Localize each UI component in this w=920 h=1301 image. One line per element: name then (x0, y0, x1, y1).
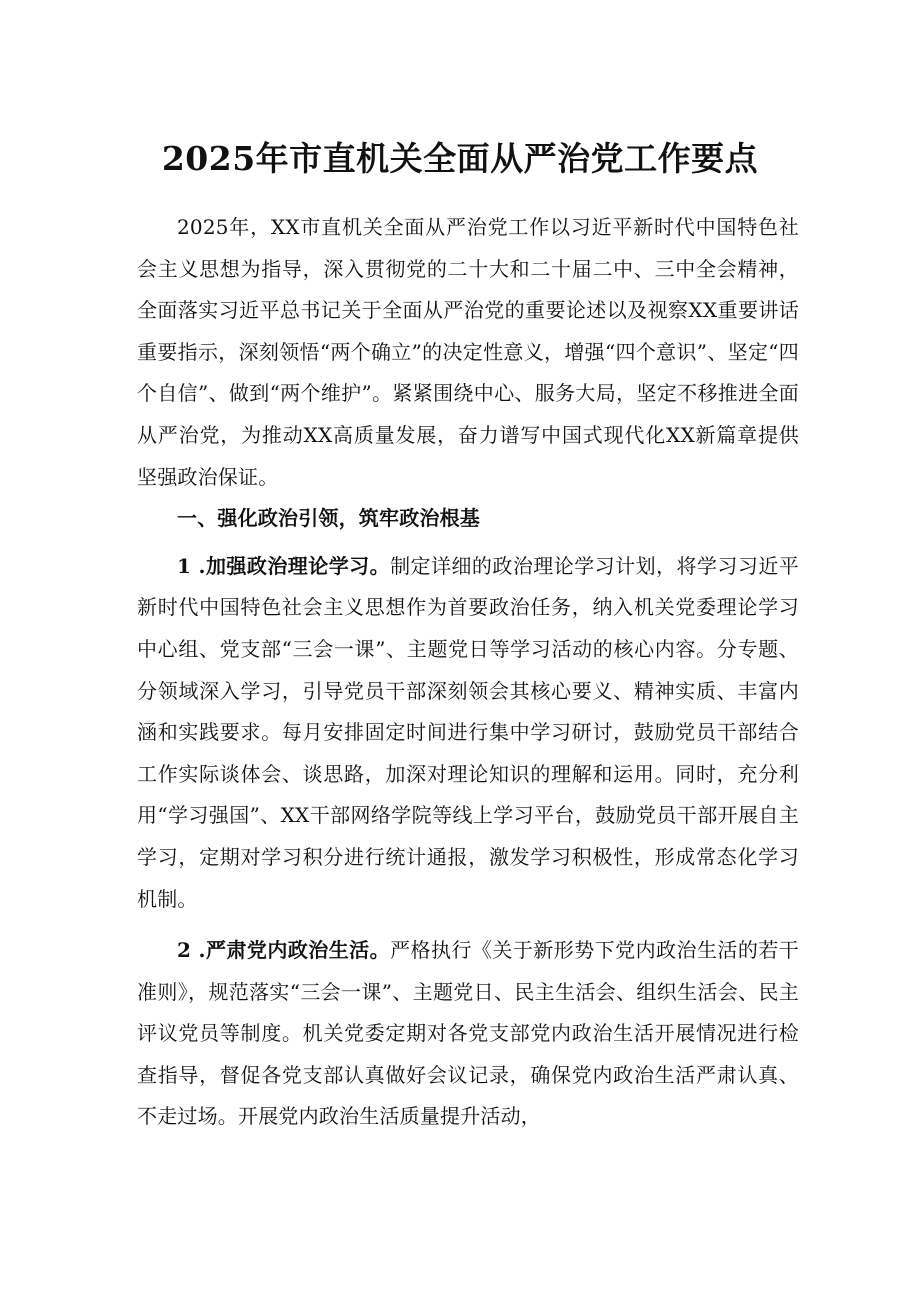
list-item (137, 930, 799, 1138)
section-heading: 一、强化政治引领，筑牢政治根基 (177, 506, 480, 531)
document-title: 2025年市直机关全面从严治党工作要点 (161, 139, 759, 178)
item-lead: 1 .加强政治理论学习。 (177, 553, 391, 578)
document-body (137, 207, 799, 1138)
item-lead: 2 .严肃党内政治生活。 (177, 938, 391, 963)
item-text: 严格执行《关于新形势下党内政治生活的若干准则》，规范落实“三会一课”、主题党日、民主生活会、组织生活会、民主评议党员等制度。机关党委定期对各党支部党内政治生活开展情况进行检查指导，督促各党支部认真做好会议记录，确保党内政治生活严肃认真、不走过场。开展党内政治生活质量提升活动， (137, 938, 800, 1129)
list-item (137, 546, 799, 920)
item-text: 制定详细的政治理论学习计划，将学习习近平新时代中国特色社会主义思想作为首要政治任务，纳入机关党委理论学习中心组、党支部“三会一课”、主题党日等学习活动的核心内容。分专题、分领域深入学习，引导党员干部深刻领会其核心要义、精神实质、丰富内涵和实践要求。每月安排固定时间进行集中学习研讨，鼓励党员干部结合工作实际谈体会、谈思路，加深对理论知识的理解和运用。同时，充分利用“学习强国”、XX干部网络学院等线上学习平台，鼓励党员干部开展自主学习，定期对学习积分进行统计通报，激发学习积极性，形成常态化学习机制。 (137, 553, 800, 911)
intro-paragraph: 2025年，XX市直机关全面从严治党工作以习近平新时代中国特色社会主义思想为指导，深入贯彻党的二十大和二十届二中、三中全会精神，全面落实习近平总书记关于全面从严治党的重要论述以及视察XX重要讲话重要指示，深刻领悟“两个确立”的决定性意义，增强“四个意识”、坚定“四个自信”、做到“两个维护”。紧紧围绕中心、服务大局，坚定不移推进全面从严治党，为推动XX高质量发展，奋力谱写中国式现代化XX新篇章提供坚强政治保证。 (137, 215, 799, 489)
